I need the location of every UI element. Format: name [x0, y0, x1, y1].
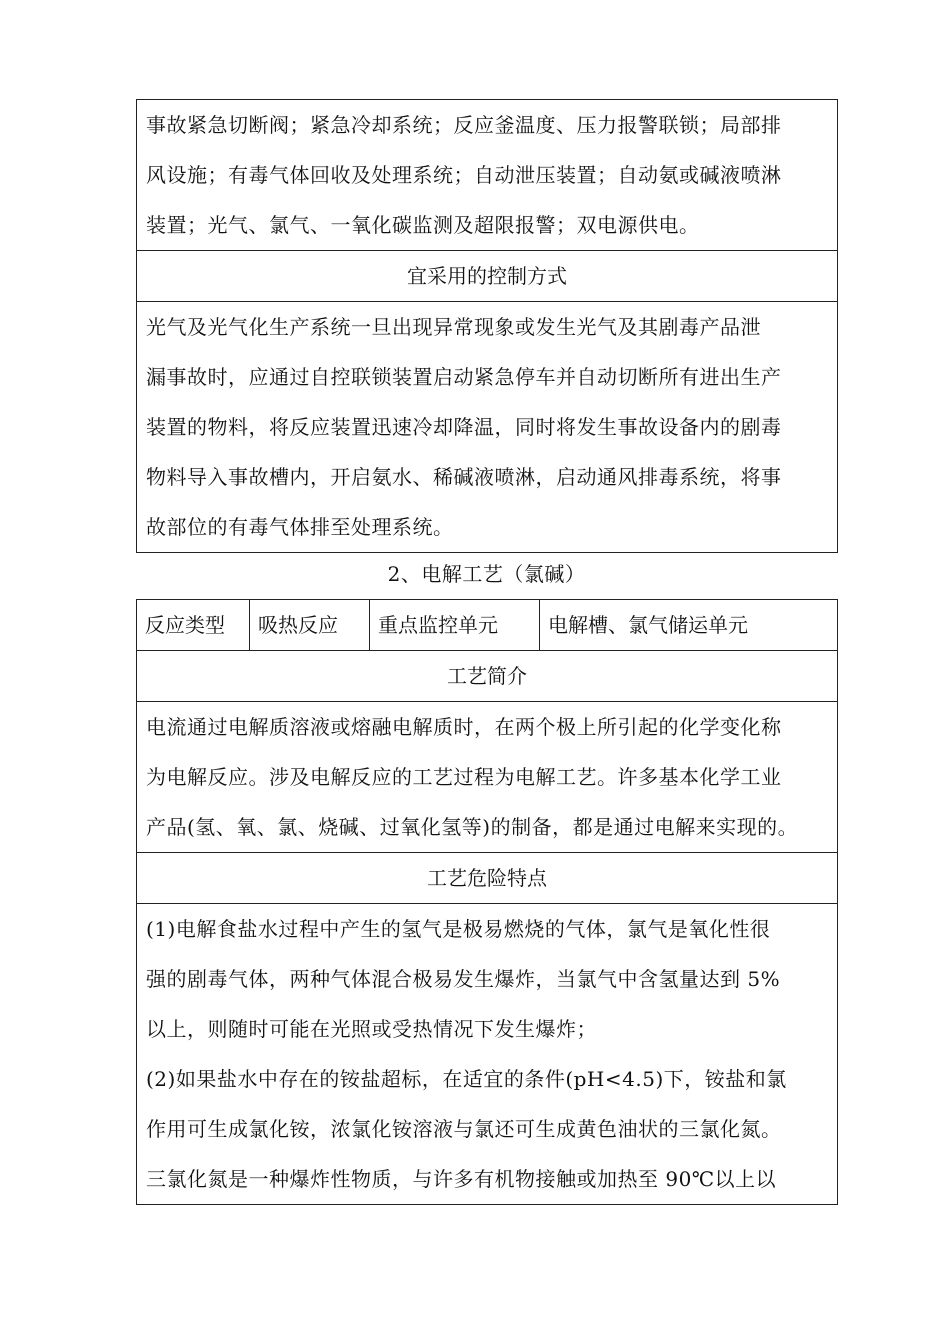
- safety-measures-table: [136, 99, 838, 553]
- text-line: (2)如果盐水中存在的铵盐超标，在适宜的条件(pH<4.5)下，铵盐和氯: [146, 1067, 787, 1091]
- text-line: 装置的物料，将反应装置迅速冷却降温，同时将发生事故设备内的剧毒: [146, 415, 782, 439]
- text-line: 故部位的有毒气体排至处理系统。: [146, 515, 454, 539]
- text-line: 为电解反应。涉及电解反应的工艺过程为电解工艺。许多基本化学工业: [146, 765, 782, 789]
- text-line: 事故紧急切断阀；紧急冷却系统；反应釜温度、压力报警联锁；局部排: [146, 113, 782, 137]
- hazard-features-cell: [137, 904, 838, 1205]
- reaction-type-label: 反应类型: [137, 600, 250, 651]
- text-line: 强的剧毒气体，两种气体混合极易发生爆炸，当氯气中含氢量达到 5%: [146, 967, 781, 991]
- process-intro-header: 工艺简介: [137, 651, 838, 702]
- text-line: 风设施；有毒气体回收及处理系统；自动泄压装置；自动氨或碱液喷淋: [146, 163, 782, 187]
- hazard-features-header: 工艺危险特点: [137, 853, 838, 904]
- reaction-type-value: 吸热反应: [250, 600, 370, 651]
- control-method-header: 宜采用的控制方式: [137, 251, 838, 302]
- text-line: 漏事故时，应通过自控联锁装置启动紧急停车并自动切断所有进出生产: [146, 365, 782, 389]
- monitor-unit-label: 重点监控单元: [370, 600, 540, 651]
- safety-measures-cell: [137, 100, 838, 251]
- control-method-cell: [137, 302, 838, 553]
- process-intro-cell: [137, 702, 838, 853]
- text-line: 以上，则随时可能在光照或受热情况下发生爆炸；: [146, 1017, 597, 1041]
- text-line: 装置；光气、氯气、一氧化碳监测及超限报警；双电源供电。: [146, 213, 700, 237]
- electrolysis-process-table: [136, 599, 838, 1205]
- text-line: 产品(氢、氧、氯、烧碱、过氧化氢等)的制备，都是通过电解来实现的。: [146, 815, 799, 839]
- text-line: 三氯化氮是一种爆炸性物质，与许多有机物接触或加热至 90℃以上以: [146, 1167, 777, 1191]
- text-line: (1)电解食盐水过程中产生的氢气是极易燃烧的气体，氯气是氧化性很: [146, 917, 771, 941]
- text-line: 作用可生成氯化铵，浓氯化铵溶液与氯还可生成黄色油状的三氯化氮。: [146, 1117, 782, 1141]
- text-line: 物料导入事故槽内，开启氨水、稀碱液喷淋，启动通风排毒系统，将事: [146, 465, 782, 489]
- text-line: 电流通过电解质溶液或熔融电解质时，在两个极上所引起的化学变化称: [146, 715, 782, 739]
- text-line: 光气及光气化生产系统一旦出现异常现象或发生光气及其剧毒产品泄: [146, 315, 761, 339]
- section-title: 2、电解工艺（氯碱）: [387, 562, 586, 586]
- monitor-unit-value: 电解槽、氯气储运单元: [540, 600, 838, 651]
